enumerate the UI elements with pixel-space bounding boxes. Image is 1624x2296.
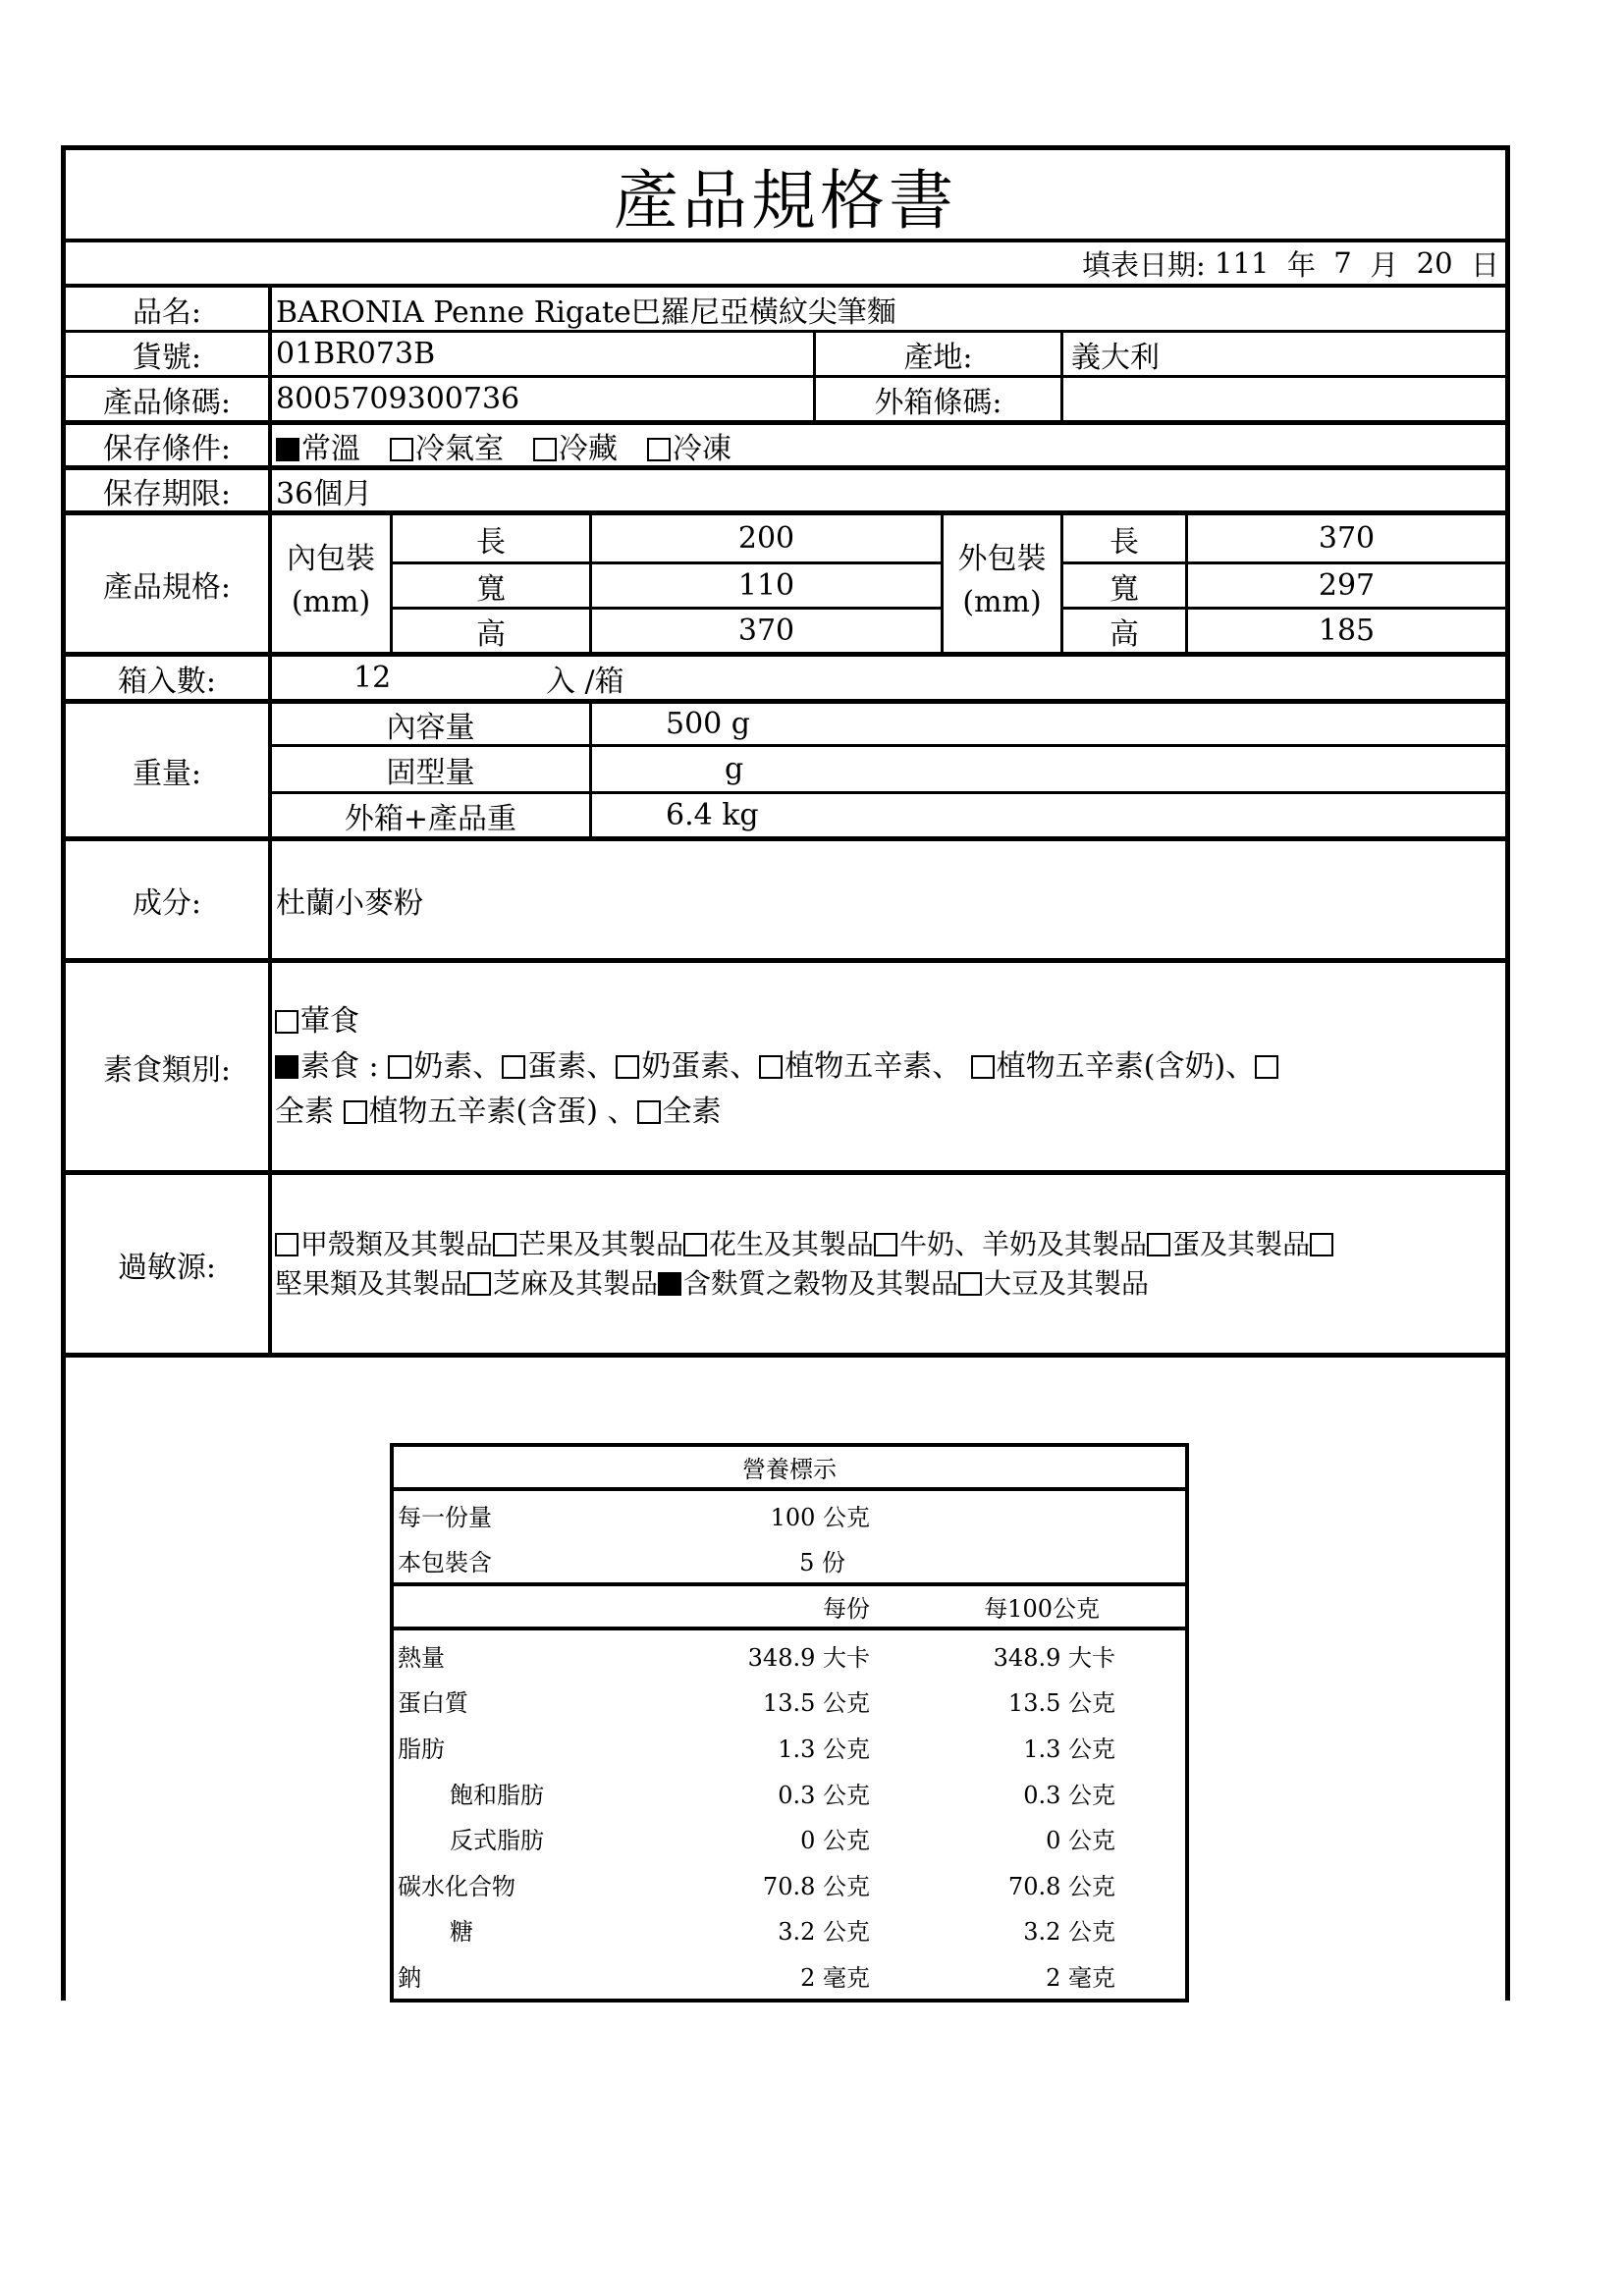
- outer-package-title: 外包裝: [957, 542, 1047, 576]
- inner-package-label: [272, 538, 390, 624]
- inner-dim-width-label: 寬: [476, 571, 506, 607]
- storage-option-room-temp[interactable]: [276, 424, 360, 467]
- allergen-option-label: 大豆及其製品: [984, 1267, 1150, 1300]
- checkbox-icon[interactable]: [493, 1233, 516, 1256]
- nutrient-name: 熱量: [398, 1643, 445, 1672]
- serving-size-value: 100 公克: [770, 1503, 870, 1531]
- weight-solid-label: 固型量: [386, 755, 475, 790]
- checkbox-icon[interactable]: [616, 1055, 639, 1079]
- allergen-options: [275, 1225, 1502, 1304]
- weight-solid-value: g: [725, 752, 744, 786]
- checkbox-icon[interactable]: [467, 1272, 491, 1296]
- outer-package-unit: (mm): [962, 585, 1042, 619]
- nutrient-per-serving: 0 公克: [800, 1827, 870, 1855]
- storage-label: 保存條件:: [102, 431, 232, 466]
- allergen-option-label: 牛奶、羊奶及其製品: [899, 1228, 1148, 1260]
- outer-height-value: 185: [1318, 614, 1376, 648]
- carton-barcode-label: 外箱條碼:: [874, 385, 1002, 420]
- checkbox-icon[interactable]: [275, 1010, 298, 1034]
- nutrient-per-serving: 13.5 公克: [762, 1689, 870, 1718]
- weight-content-label: 內容量: [386, 710, 475, 745]
- nutrient-per-100g: 0 公克: [1046, 1827, 1115, 1855]
- storage-option-label: 常溫: [301, 431, 360, 466]
- checkbox-icon[interactable]: [275, 1233, 298, 1256]
- inner-package-title: 內包裝: [287, 542, 375, 576]
- origin-value: 義大利: [1071, 340, 1160, 375]
- nutrient-per-serving: 348.9 大卡: [747, 1643, 870, 1672]
- checkbox-icon[interactable]: [390, 438, 413, 461]
- product-name-label: 品名:: [132, 294, 202, 330]
- outer-length-value: 370: [1318, 521, 1376, 556]
- item-no-label: 貨號:: [132, 340, 202, 375]
- fill-date-month-unit: 月: [1370, 247, 1399, 282]
- nutrient-name: 蛋白質: [398, 1689, 468, 1718]
- veg-option-label: 全素: [662, 1095, 722, 1129]
- allergen-option-label: 花生及其製品: [709, 1228, 875, 1260]
- veg-option-label: 葷食: [300, 1004, 359, 1039]
- column-per-serving: 每份: [823, 1595, 870, 1623]
- nutrient-per-100g: 70.8 公克: [1007, 1872, 1115, 1900]
- veg-option-label: 奶蛋素、: [641, 1049, 760, 1084]
- inner-package-unit: (mm): [291, 585, 371, 619]
- ingredients-label: 成分:: [132, 885, 202, 921]
- nutrient-name: 反式脂肪: [450, 1827, 544, 1855]
- nutrient-per-serving: 2 毫克: [800, 1963, 870, 1992]
- fill-date-day-unit: 日: [1470, 247, 1499, 282]
- checkbox-icon[interactable]: [1147, 1233, 1170, 1256]
- page-title: 產品規格書: [614, 162, 957, 239]
- storage-option-air-con[interactable]: [390, 424, 504, 467]
- nutrient-name: 碳水化合物: [398, 1872, 515, 1900]
- checkbox-icon[interactable]: [533, 438, 557, 461]
- fill-date-label: 填表日期:: [1082, 247, 1206, 282]
- checkbox-icon[interactable]: [1310, 1233, 1333, 1256]
- nutrient-name: 脂肪: [398, 1735, 445, 1763]
- checkbox-icon[interactable]: [971, 1055, 995, 1079]
- veg-option-label: 植物五辛素、: [785, 1049, 962, 1084]
- outer-package-label: [944, 538, 1060, 624]
- checkbox-icon[interactable]: [683, 1233, 707, 1256]
- serving-size-label: 每一份量: [398, 1503, 492, 1531]
- case-qty-unit: 入 /箱: [546, 664, 624, 699]
- checkbox-icon[interactable]: [874, 1233, 897, 1256]
- checkbox-checked-icon[interactable]: [658, 1272, 681, 1296]
- veg-option-label: 蛋素、: [527, 1049, 617, 1084]
- veg-option-label: 全素: [275, 1095, 334, 1129]
- inner-width-value: 110: [737, 568, 795, 603]
- origin-label: 產地:: [903, 340, 973, 375]
- inner-length-value: 200: [737, 521, 795, 556]
- nutrient-name: 糖: [450, 1918, 473, 1947]
- allergen-option-label: 含麩質之穀物及其製品: [683, 1267, 959, 1300]
- weight-gross-label: 外箱+產品重: [344, 801, 517, 836]
- nutrient-per-100g: 348.9 大卡: [993, 1643, 1115, 1672]
- servings-per-package-value: 5 份: [799, 1548, 845, 1576]
- checkbox-checked-icon[interactable]: [275, 1055, 298, 1079]
- shelf-life-label: 保存期限:: [102, 476, 232, 511]
- inner-dim-height-label: 高: [476, 616, 506, 652]
- ingredients-value: 杜蘭小麥粉: [276, 885, 423, 921]
- outer-dim-width-label: 寬: [1110, 571, 1139, 607]
- checkbox-icon[interactable]: [502, 1055, 525, 1079]
- checkbox-icon[interactable]: [1255, 1055, 1278, 1079]
- veg-option-label: 植物五辛素(含蛋) 、: [368, 1095, 637, 1129]
- fill-date-day: 20: [1416, 246, 1453, 280]
- allergen-line-1: [275, 1225, 1502, 1264]
- checkbox-icon[interactable]: [388, 1055, 411, 1079]
- storage-option-label: 冷藏: [559, 431, 618, 466]
- fill-date-year-unit: 年: [1286, 247, 1316, 282]
- fill-date-year: 111: [1215, 246, 1270, 280]
- veg-option-label: 植物五辛素(含奶)、: [996, 1049, 1256, 1084]
- storage-option-chilled[interactable]: [533, 424, 618, 467]
- allergen-option-label: 堅果類及其製品: [275, 1267, 468, 1300]
- vegetarian-label: 素食類別:: [102, 1052, 232, 1088]
- checkbox-icon[interactable]: [647, 438, 671, 461]
- column-per-100g: 每100公克: [984, 1595, 1100, 1623]
- nutrient-name: 飽和脂肪: [450, 1781, 544, 1809]
- vegetarian-line-2: [275, 1044, 1502, 1090]
- nutrient-per-100g: 1.3 公克: [1023, 1735, 1115, 1763]
- allergen-option-label: 芒果及其製品: [518, 1228, 684, 1260]
- vegetarian-options: [275, 999, 1502, 1135]
- vegetarian-line-3: [275, 1090, 1502, 1135]
- nutrient-per-100g: 0.3 公克: [1023, 1781, 1115, 1809]
- nutrient-per-serving: 70.8 公克: [762, 1872, 870, 1900]
- nutrition-title: 營養標示: [742, 1456, 837, 1483]
- storage-option-frozen[interactable]: [647, 424, 731, 467]
- item-no-value: 01BR073B: [276, 337, 436, 371]
- fill-date-month: 7: [1333, 246, 1352, 280]
- inner-height-value: 370: [737, 614, 795, 648]
- vegetarian-line-1: [275, 999, 1502, 1044]
- nutrient-per-100g: 3.2 公克: [1023, 1918, 1115, 1947]
- nutrient-per-100g: 2 毫克: [1046, 1963, 1115, 1992]
- weight-gross-value: 6.4 kg: [666, 798, 759, 832]
- barcode-label: 產品條碼:: [102, 385, 232, 420]
- case-qty-label: 箱入數:: [117, 664, 217, 699]
- nutrient-per-serving: 3.2 公克: [778, 1918, 870, 1947]
- inner-dim-length-label: 長: [476, 524, 506, 560]
- checkbox-icon[interactable]: [637, 1100, 661, 1124]
- nutrient-per-serving: 0.3 公克: [778, 1781, 870, 1809]
- outer-width-value: 297: [1318, 568, 1376, 603]
- allergen-option-label: 甲殼類及其製品: [300, 1228, 494, 1260]
- checkbox-icon[interactable]: [759, 1055, 783, 1079]
- weight-label: 重量:: [132, 756, 202, 791]
- fill-date: [66, 242, 1499, 284]
- allergen-line-2: [275, 1264, 1502, 1304]
- checkbox-icon[interactable]: [344, 1100, 367, 1124]
- checkbox-checked-icon[interactable]: [276, 438, 299, 461]
- shelf-life-value: 36個月: [276, 476, 373, 511]
- checkbox-icon[interactable]: [958, 1272, 982, 1296]
- allergen-option-label: 蛋及其製品: [1172, 1228, 1311, 1260]
- veg-option-label: 素食 :: [300, 1049, 379, 1084]
- storage-option-label: 冷氣室: [415, 431, 504, 466]
- product-name-value: BARONIA Penne Rigate巴羅尼亞橫紋尖筆麵: [276, 294, 896, 330]
- carton-barcode-value: [1063, 378, 1505, 420]
- storage-options: [272, 425, 1505, 465]
- barcode-value: 8005709300736: [276, 382, 520, 416]
- nutrient-per-100g: 13.5 公克: [1007, 1689, 1115, 1718]
- outer-dim-height-label: 高: [1110, 616, 1139, 652]
- outer-dim-length-label: 長: [1110, 524, 1139, 560]
- case-qty-value: 12: [353, 661, 392, 695]
- spec-label: 產品規格:: [102, 569, 232, 605]
- storage-option-label: 冷凍: [673, 431, 731, 466]
- nutrient-per-serving: 1.3 公克: [778, 1735, 870, 1763]
- nutrient-name: 鈉: [398, 1963, 421, 1992]
- weight-content-value: 500 g: [666, 707, 751, 741]
- allergens-label: 過敏源:: [117, 1250, 217, 1285]
- allergen-option-label: 芝麻及其製品: [493, 1267, 659, 1300]
- servings-per-package-label: 本包裝含: [398, 1548, 492, 1576]
- veg-option-label: 奶素、: [413, 1049, 503, 1084]
